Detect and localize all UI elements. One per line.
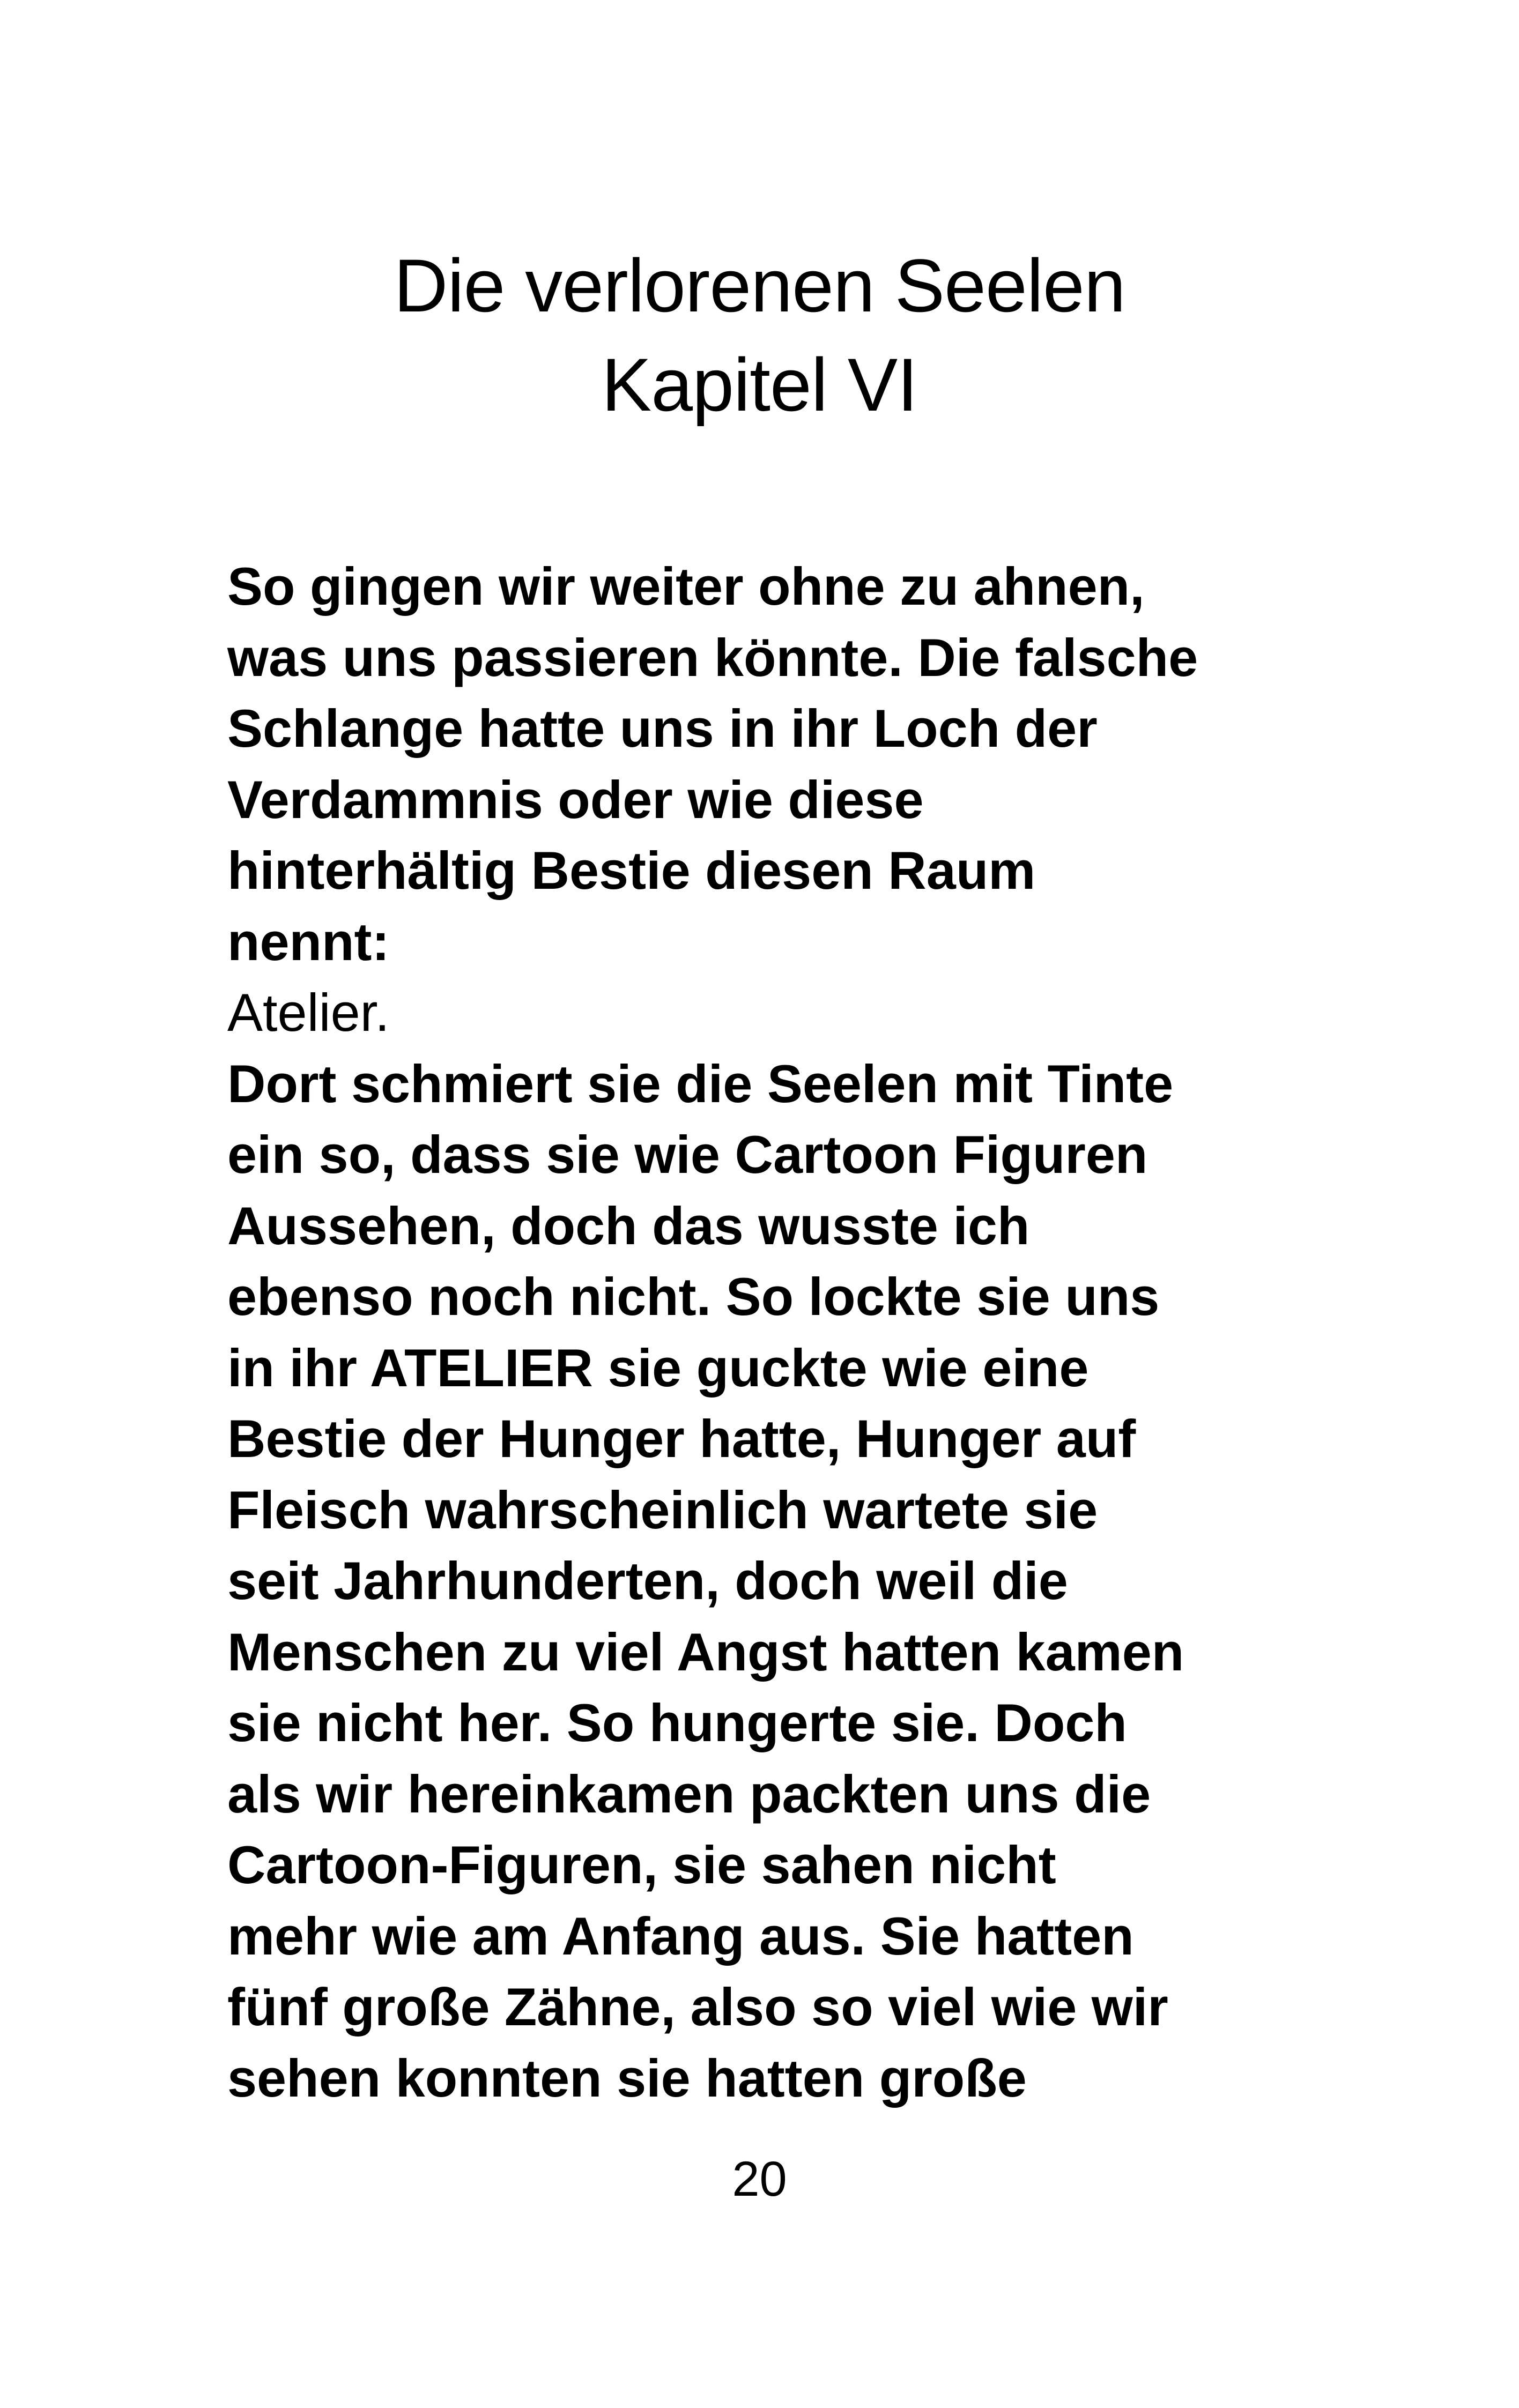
text-line: sehen konnten sie hatten große	[227, 2048, 1027, 2108]
text-line: Dort schmiert sie die Seelen mit Tinte	[227, 1053, 1174, 1113]
book-title: Die verlorenen Seelen	[394, 243, 1125, 328]
chapter-heading	[0, 236, 1519, 434]
text-line: Aussehen, doch das wusste ich	[227, 1195, 1030, 1255]
text-line: Cartoon-Figuren, sie sahen nicht	[227, 1835, 1056, 1894]
text-line: Verdammnis oder wie diese	[227, 769, 924, 829]
text-line: hinterhältig Bestie diesen Raum	[227, 841, 1036, 900]
body-text	[227, 551, 1407, 2114]
text-line: sie nicht her. So hungerte sie. Doch	[227, 1693, 1127, 1752]
text-line: nennt:	[227, 911, 390, 971]
page-number: 20	[732, 2152, 787, 2206]
text-line: mehr wie am Anfang aus. Sie hatten	[227, 1906, 1134, 1966]
text-line: So gingen wir weiter ohne zu ahnen,	[227, 556, 1145, 616]
chapter-label: Kapitel VI	[601, 343, 918, 427]
text-line: ein so, dass sie wie Cartoon Figuren	[227, 1125, 1148, 1184]
text-line: Schlange hatte uns in ihr Loch der	[227, 698, 1098, 758]
text-line: Atelier.	[227, 983, 390, 1042]
text-line: seit Jahrhunderten, doch weil die	[227, 1551, 1068, 1610]
text-line: als wir hereinkamen packten uns die	[227, 1764, 1151, 1824]
text-line: Bestie der Hunger hatte, Hunger auf	[227, 1409, 1136, 1468]
text-line: Menschen zu viel Angst hatten kamen	[227, 1622, 1184, 1682]
text-line: fünf große Zähne, also so viel wie wir	[227, 1977, 1168, 2037]
text-line: ebenso noch nicht. So lockte sie uns	[227, 1267, 1160, 1326]
text-line: Fleisch wahrscheinlich wartete sie	[227, 1480, 1098, 1540]
text-line: in ihr ATELIER sie guckte wie eine	[227, 1337, 1089, 1398]
text-line: was uns passieren könnte. Die falsche	[227, 627, 1198, 687]
